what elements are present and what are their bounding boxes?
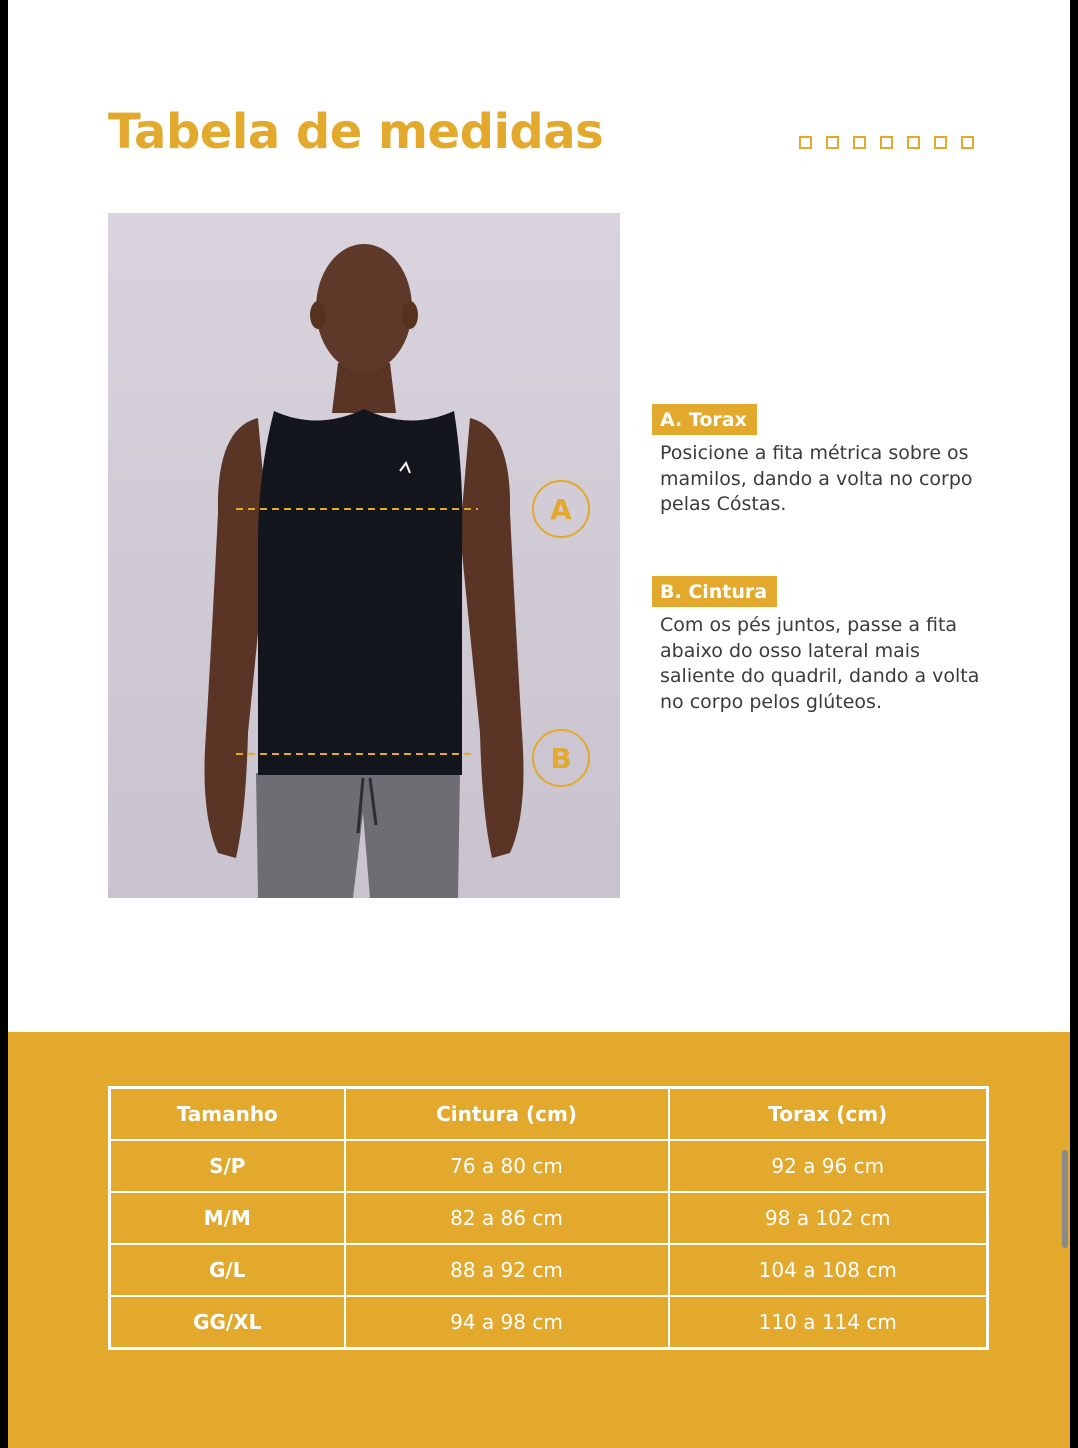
table-row (110, 1296, 988, 1349)
square-icon (961, 136, 974, 149)
torax-cell: 92 a 96 cm (669, 1140, 988, 1192)
cintura-cell: 88 a 92 cm (345, 1244, 669, 1296)
square-icon (853, 136, 866, 149)
square-icon (826, 136, 839, 149)
column-header-tamanho: Tamanho (110, 1088, 345, 1141)
page-title: Tabela de medidas (108, 104, 604, 160)
size-cell: M/M (110, 1192, 345, 1244)
measure-label-torax: A. Torax (652, 404, 757, 435)
measure-label-cintura: B. Cintura (652, 576, 777, 607)
cintura-cell: 82 a 86 cm (345, 1192, 669, 1244)
callout-b-icon: B (532, 729, 590, 787)
torax-cell: 98 a 102 cm (669, 1192, 988, 1244)
column-header-torax: Torax (cm) (669, 1088, 988, 1141)
measure-description-torax: Posicione a fita métrica sobre os mamilos, dando a volta no corpo pelas Cóstas. (660, 442, 973, 515)
model-illustration (108, 213, 620, 898)
size-cell: G/L (110, 1244, 345, 1296)
size-cell: S/P (110, 1140, 345, 1192)
callout-a-icon: A (532, 480, 590, 538)
cintura-cell: 94 a 98 cm (345, 1296, 669, 1349)
decorative-squares (799, 136, 974, 149)
square-icon (799, 136, 812, 149)
size-table (108, 1086, 989, 1350)
torax-cell: 104 a 108 cm (669, 1244, 988, 1296)
size-cell: GG/XL (110, 1296, 345, 1349)
table-row (110, 1244, 988, 1296)
table-header-row (110, 1088, 988, 1141)
torax-cell: 110 a 114 cm (669, 1296, 988, 1349)
scrollbar-thumb[interactable] (1062, 1150, 1068, 1248)
square-icon (880, 136, 893, 149)
model-photo (108, 213, 620, 898)
measure-description-cintura: Com os pés juntos, passe a fita abaixo do osso lateral mais saliente do quadril, dando a volta no corpo pelos glúteos. (660, 614, 980, 713)
cintura-cell: 76 a 80 cm (345, 1140, 669, 1192)
table-row (110, 1192, 988, 1244)
column-header-cintura: Cintura (cm) (345, 1088, 669, 1141)
size-guide-page (8, 0, 1070, 1448)
square-icon (934, 136, 947, 149)
square-icon (907, 136, 920, 149)
table-row (110, 1140, 988, 1192)
